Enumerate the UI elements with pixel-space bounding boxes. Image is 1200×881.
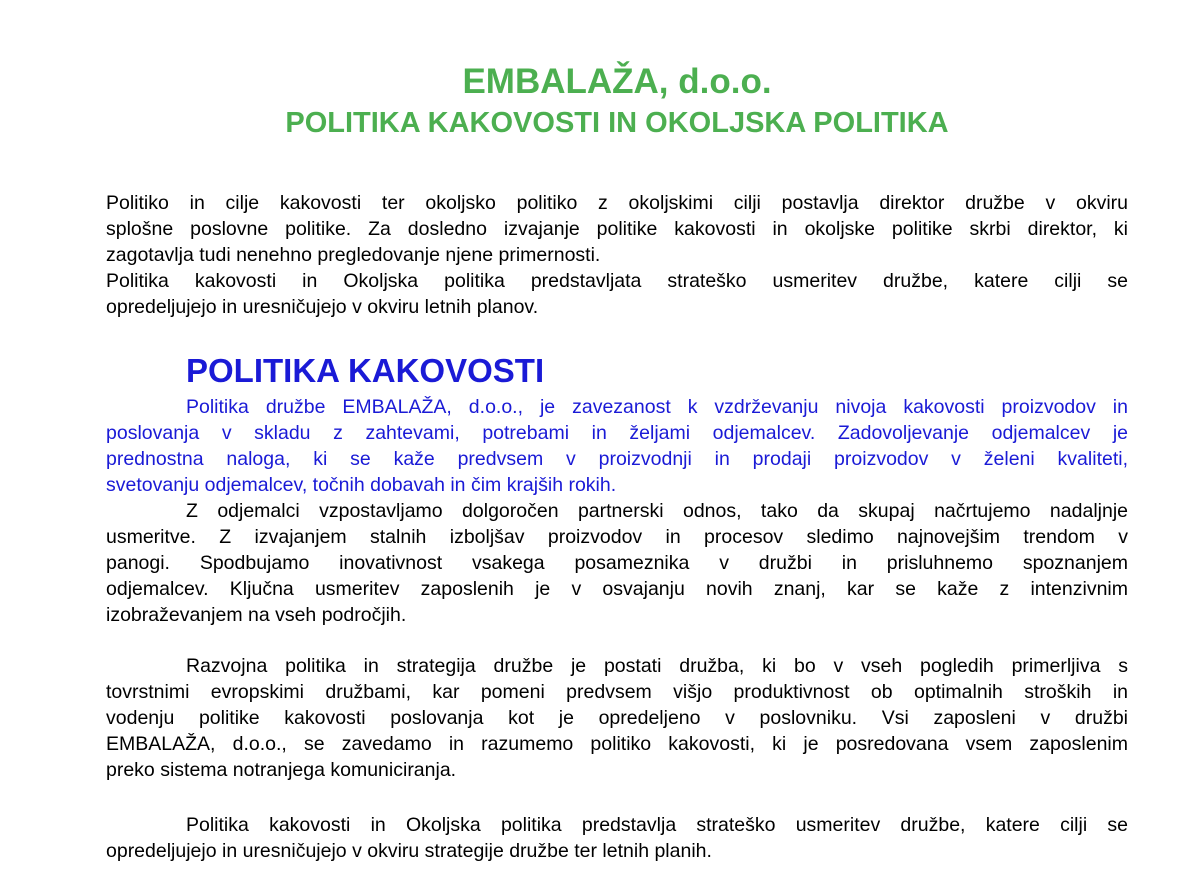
company-title: EMBALAŽA, d.o.o. [462, 62, 772, 101]
paragraph-line: Razvojna politika in strategija družbe je postati družba, ki bo v vseh pogledih primerljiva s [186, 655, 1128, 677]
section-heading: POLITIKA KAKOVOSTI [186, 352, 545, 389]
policy-line: svetovanju odjemalcev, točnih dobavah in čim krajših rokih. [106, 473, 617, 496]
paragraph-line: usmeritve. Z izvajanjem stalnih izboljšav proizvodov in procesov sledimo najnovejšim trendom v [106, 525, 1128, 548]
paragraph-line: tovrstnimi evropskimi družbami, kar pomeni predvsem višjo produktivnost ob optimalnih stroških in [106, 680, 1128, 703]
paragraph-line: EMBALAŽA, d.o.o., se zavedamo in razumemo politiko kakovosti, ki je posredovana vsem zaposlenim [106, 732, 1128, 755]
strategic-orientation-paragraph [106, 813, 1128, 865]
customer-relations-paragraph [106, 499, 1128, 629]
intro-paragraph [106, 191, 1128, 321]
intro-line: zagotavlja tudi nenehno pregledovanje njene primernosti. [106, 243, 601, 266]
paragraph-line: opredeljujejo in uresničujejo v okviru strategije družbe ter letnih planih. [106, 839, 712, 862]
policy-statement-paragraph [106, 395, 1128, 499]
paragraph-line: izobraževanjem na vseh področjih. [106, 603, 407, 626]
paragraph-line: Z odjemalci vzpostavljamo dolgoročen partnerski odnos, tako da skupaj načrtujemo nadaljnje [186, 500, 1128, 522]
policy-line: prednostna naloga, ki se kaže predvsem v proizvodnji in prodaji proizvodov v želeni kvaliteti, [106, 447, 1128, 470]
paragraph-line: vodenju politike kakovosti poslovanja kot je opredeljeno v poslovniku. Vsi zaposleni v družbi [106, 706, 1128, 729]
paragraph-line: panogi. Spodbujamo inovativnost vsakega posameznika v družbi in prisluhnemo spoznanjem [106, 551, 1128, 574]
intro-line: opredeljujejo in uresničujejo v okviru letnih planov. [106, 295, 539, 318]
intro-line: Politika kakovosti in Okoljska politika predstavljata strateško usmeritev družbe, katere cilji se [106, 269, 1128, 292]
policy-line: Politika družbe EMBALAŽA, d.o.o., je zavezanost k vzdrževanju nivoja kakovosti proizvodov in [186, 396, 1128, 418]
intro-line: splošne poslovne politike. Za dosledno izvajanje politike kakovosti in okoljske politike skrbi direktor, ki [106, 217, 1128, 240]
intro-line: Politiko in cilje kakovosti ter okoljsko politiko z okoljskimi cilji postavlja direktor družbe v okviru [106, 192, 1128, 214]
paragraph-line: Politika kakovosti in Okoljska politika predstavlja strateško usmeritev družbe, katere cilji se [186, 814, 1128, 836]
development-policy-paragraph [106, 654, 1128, 784]
document-subtitle: POLITIKA KAKOVOSTI IN OKOLJSKA POLITIKA [285, 107, 949, 139]
paragraph-line: odjemalcev. Ključna usmeritev zaposlenih je v osvajanju novih znanj, kar se kaže z intenzivnim [106, 577, 1128, 600]
paragraph-line: preko sistema notranjega komuniciranja. [106, 758, 457, 781]
policy-line: poslovanja v skladu z zahtevami, potrebami in željami odjemalcev. Zadovoljevanje odjemalcev je [106, 421, 1128, 444]
